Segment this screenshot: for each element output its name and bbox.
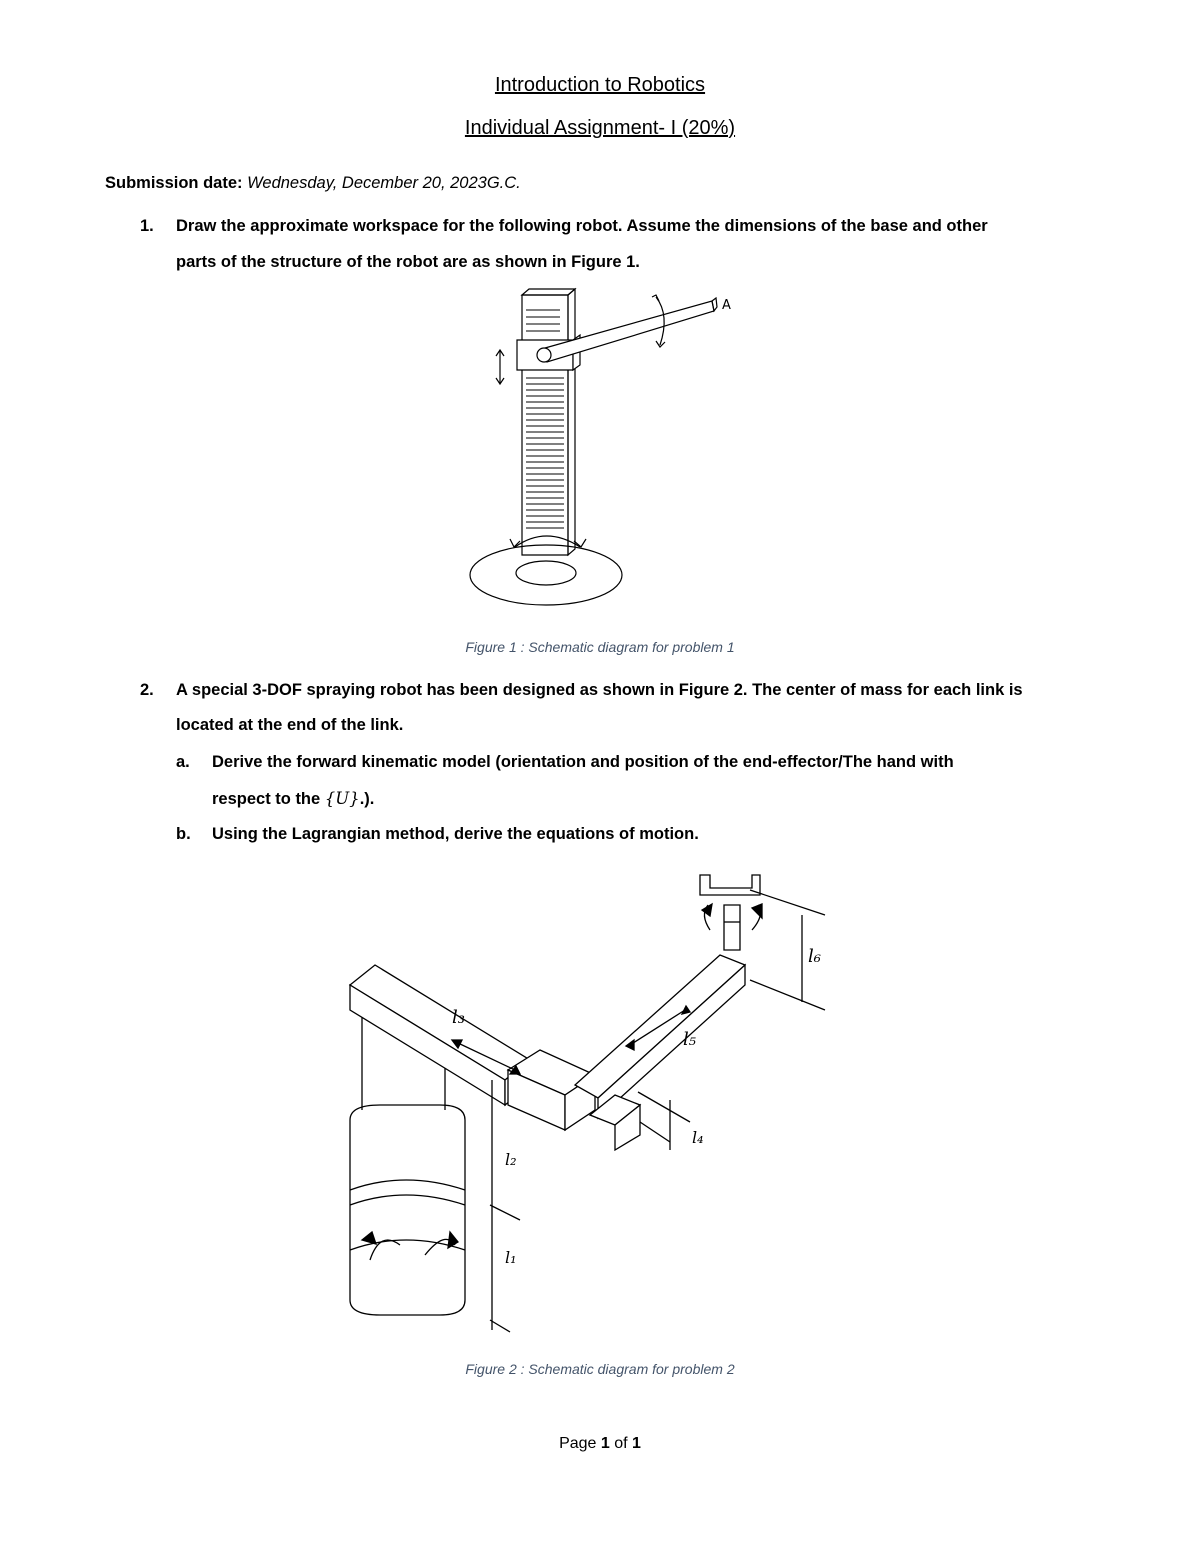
problem1-text-line2: parts of the structure of the robot are as shown in Figure 1. (176, 253, 640, 271)
problem1-text-line1: Draw the approximate workspace for the following robot. Assume the dimensions of the base and other (176, 217, 988, 235)
base-arrowhead-right (448, 1232, 458, 1248)
label-l1: l₁ (505, 1248, 517, 1267)
base-arrowhead-left (362, 1232, 376, 1244)
figure1-caption: Figure 1 : Schematic diagram for problem 1 (465, 639, 735, 655)
submission-line (105, 174, 521, 193)
arm-side (598, 965, 745, 1118)
wrist (724, 905, 740, 950)
arm-arrowhead-top (652, 295, 659, 301)
problem2a-line2-pre: respect to the (212, 790, 325, 808)
submission-label: Submission date: (105, 174, 243, 192)
footer-prefix: Page (559, 1435, 601, 1452)
course-title: Introduction to Robotics (494, 74, 706, 96)
base-band-top (350, 1180, 465, 1190)
label-l6: l₆ (808, 946, 821, 967)
base-cylinder (350, 1105, 465, 1315)
problem2b-text: Using the Lagrangian method, derive the equations of motion. (212, 825, 699, 843)
assignment-title: Individual Assignment- I (20%) (464, 117, 736, 139)
figure1-label-a: A (722, 298, 731, 313)
base-band-bottom (350, 1195, 465, 1205)
label-l3: l₃ (452, 1007, 465, 1028)
column-side (568, 289, 575, 555)
problem1-number: 1. (140, 217, 154, 235)
problem2-text-line1: A special 3-DOF spraying robot has been designed as shown in Figure 2. The center of mass for each link is (176, 681, 1023, 699)
footer-of: of (609, 1435, 633, 1452)
problem2-number: 2. (140, 681, 154, 699)
problem2a-marker: a. (176, 753, 190, 771)
footer-total-pages: 1 (632, 1435, 641, 1452)
problem2-text-line2: located at the end of the link. (176, 716, 404, 734)
submission-date: Wednesday, December 20, 2023G.C. (247, 174, 521, 192)
dim-l4-top (638, 1092, 690, 1122)
dim-tick-l1 (490, 1205, 520, 1220)
arm-joint (537, 348, 551, 362)
dim-l4-bottom (640, 1122, 670, 1142)
problem2a-line2 (212, 789, 374, 809)
figure2-diagram (340, 860, 840, 1340)
dim-tick-base (490, 1320, 510, 1332)
column-top (522, 289, 575, 295)
label-l2: l₂ (505, 1150, 517, 1169)
gripper (700, 875, 760, 895)
base-outer-ellipse (470, 545, 622, 605)
dim-l6-bottom (750, 980, 825, 1010)
figure2-caption: Figure 2 : Schematic diagram for problem 2 (465, 1361, 735, 1377)
base-arrowhead-right (574, 539, 586, 547)
base-inner-ellipse (516, 561, 576, 585)
frame-u: {U} (324, 789, 360, 808)
footer-current-page: 1 (600, 1435, 610, 1452)
wrist-arrowhead-right (752, 904, 762, 918)
problem2b-marker: b. (176, 825, 191, 843)
base-arrowhead-left (510, 539, 520, 547)
label-l4: l₄ (692, 1128, 704, 1147)
page-footer (0, 1435, 1200, 1453)
label-l5: l₅ (683, 1029, 696, 1050)
figure1-diagram (460, 285, 740, 615)
problem2a-line2-post: .). (359, 790, 375, 808)
problem2a-line1: Derive the forward kinematic model (orientation and position of the end-effector/The hand with (212, 753, 954, 771)
arm (545, 301, 714, 362)
